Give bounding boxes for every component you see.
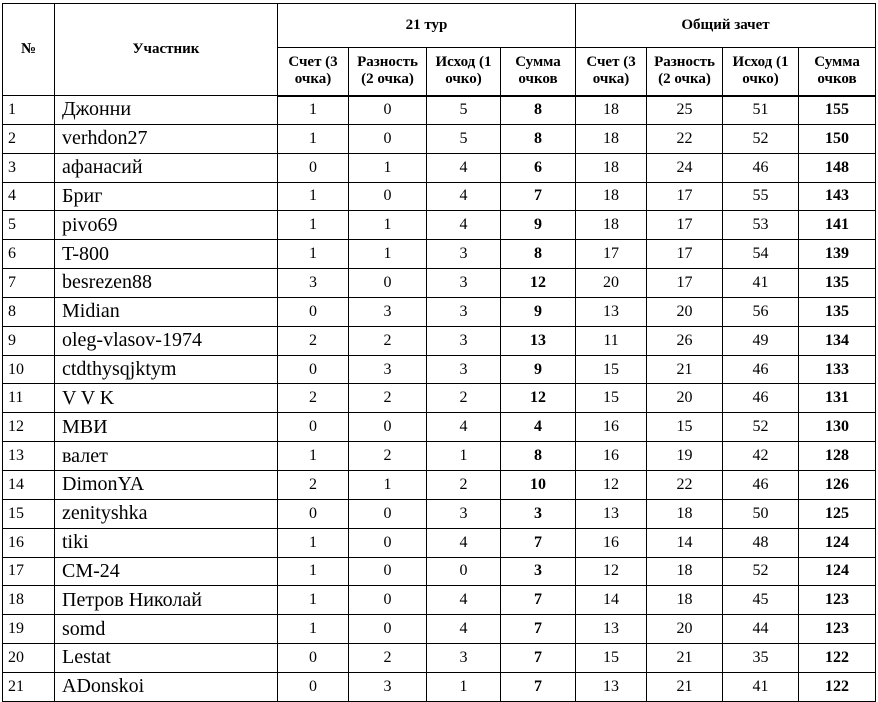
row-number: 9 [3,326,55,355]
table-row [3,355,876,384]
row-number: 12 [3,413,55,442]
row-number: 13 [3,442,55,471]
header-round: 21 тур [278,4,576,48]
round-sum: 8 [501,96,576,125]
overall-difference: 17 [647,269,723,298]
round-difference: 0 [349,557,427,586]
round-outcome: 3 [427,297,501,326]
row-number: 6 [3,240,55,269]
round-difference: 0 [349,96,427,125]
table-row [3,470,876,499]
round-score: 1 [278,240,349,269]
overall-difference: 22 [647,470,723,499]
round-outcome: 5 [427,124,501,153]
round-outcome: 4 [427,211,501,240]
overall-sum: 125 [799,499,876,528]
table-row [3,211,876,240]
row-number: 15 [3,499,55,528]
round-difference: 2 [349,644,427,673]
overall-difference: 20 [647,297,723,326]
overall-score: 18 [576,124,647,153]
overall-outcome: 46 [723,470,799,499]
round-sum: 8 [501,240,576,269]
overall-score: 18 [576,211,647,240]
overall-sum: 124 [799,557,876,586]
overall-sum: 155 [799,96,876,125]
round-outcome: 0 [427,557,501,586]
round-difference: 0 [349,269,427,298]
overall-score: 18 [576,153,647,182]
overall-outcome: 52 [723,413,799,442]
overall-score: 13 [576,297,647,326]
overall-score: 18 [576,182,647,211]
round-difference: 3 [349,297,427,326]
header-number: № [3,4,55,96]
overall-difference: 22 [647,124,723,153]
round-outcome: 4 [427,586,501,615]
round-sum: 9 [501,355,576,384]
round-sum: 3 [501,557,576,586]
overall-score: 16 [576,442,647,471]
row-number: 21 [3,672,55,701]
overall-outcome: 42 [723,442,799,471]
round-sum: 7 [501,528,576,557]
overall-score: 11 [576,326,647,355]
round-difference: 1 [349,211,427,240]
overall-sum: 150 [799,124,876,153]
overall-difference: 21 [647,672,723,701]
overall-sum: 134 [799,326,876,355]
round-outcome: 1 [427,672,501,701]
round-difference: 3 [349,672,427,701]
overall-score: 12 [576,557,647,586]
round-score: 2 [278,326,349,355]
overall-sum: 123 [799,615,876,644]
participant-name: somd [55,615,278,644]
round-score: 1 [278,528,349,557]
row-number: 18 [3,586,55,615]
overall-score: 12 [576,470,647,499]
round-difference: 0 [349,615,427,644]
round-score: 0 [278,413,349,442]
overall-score: 13 [576,672,647,701]
header-round-difference: Разность (2 очка) [349,48,427,96]
standings-table [2,3,876,702]
participant-name: Бриг [55,182,278,211]
round-sum: 12 [501,384,576,413]
row-number: 11 [3,384,55,413]
overall-outcome: 56 [723,297,799,326]
participant-name: zenityshka [55,499,278,528]
participant-name: Lestat [55,644,278,673]
round-score: 2 [278,384,349,413]
round-difference: 2 [349,384,427,413]
overall-difference: 18 [647,499,723,528]
round-outcome: 3 [427,355,501,384]
round-score: 1 [278,124,349,153]
round-outcome: 1 [427,442,501,471]
overall-difference: 19 [647,442,723,471]
overall-sum: 122 [799,672,876,701]
round-difference: 0 [349,413,427,442]
table-row [3,528,876,557]
overall-score: 13 [576,499,647,528]
overall-sum: 139 [799,240,876,269]
round-outcome: 3 [427,269,501,298]
round-score: 1 [278,211,349,240]
table-row [3,557,876,586]
table-row [3,326,876,355]
table-row [3,182,876,211]
overall-outcome: 46 [723,153,799,182]
overall-difference: 25 [647,96,723,125]
row-number: 20 [3,644,55,673]
overall-difference: 14 [647,528,723,557]
overall-sum: 123 [799,586,876,615]
overall-outcome: 53 [723,211,799,240]
participant-name: oleg-vlasov-1974 [55,326,278,355]
round-outcome: 5 [427,96,501,125]
round-difference: 0 [349,586,427,615]
overall-sum: 124 [799,528,876,557]
round-difference: 0 [349,528,427,557]
overall-outcome: 52 [723,557,799,586]
participant-name: ctdthysqjktym [55,355,278,384]
participant-name: ADonskoi [55,672,278,701]
row-number: 14 [3,470,55,499]
overall-score: 15 [576,384,647,413]
table-row [3,96,876,125]
header-overall: Общий зачет [576,4,876,48]
row-number: 5 [3,211,55,240]
round-sum: 10 [501,470,576,499]
table-row [3,413,876,442]
round-difference: 0 [349,499,427,528]
table-row [3,124,876,153]
round-score: 1 [278,442,349,471]
round-sum: 4 [501,413,576,442]
round-sum: 9 [501,211,576,240]
round-outcome: 4 [427,413,501,442]
table-row [3,153,876,182]
round-score: 1 [278,586,349,615]
overall-score: 18 [576,96,647,125]
overall-sum: 143 [799,182,876,211]
round-score: 0 [278,499,349,528]
overall-score: 14 [576,586,647,615]
table-row [3,586,876,615]
round-sum: 9 [501,297,576,326]
table-row [3,644,876,673]
participant-name: tiki [55,528,278,557]
header-round-outcome: Исход (1 очко) [427,48,501,96]
round-outcome: 4 [427,153,501,182]
overall-sum: 130 [799,413,876,442]
overall-sum: 133 [799,355,876,384]
overall-score: 15 [576,355,647,384]
round-outcome: 3 [427,644,501,673]
table-row [3,297,876,326]
round-outcome: 4 [427,615,501,644]
overall-score: 16 [576,413,647,442]
participant-name: СМ-24 [55,557,278,586]
round-sum: 7 [501,586,576,615]
overall-outcome: 54 [723,240,799,269]
row-number: 8 [3,297,55,326]
overall-difference: 20 [647,615,723,644]
round-difference: 3 [349,355,427,384]
row-number: 19 [3,615,55,644]
overall-sum: 126 [799,470,876,499]
round-sum: 7 [501,182,576,211]
overall-difference: 17 [647,240,723,269]
overall-difference: 18 [647,557,723,586]
overall-sum: 131 [799,384,876,413]
overall-sum: 135 [799,297,876,326]
participant-name: T-800 [55,240,278,269]
round-score: 0 [278,644,349,673]
overall-outcome: 51 [723,96,799,125]
round-score: 1 [278,96,349,125]
round-score: 0 [278,297,349,326]
table-row [3,442,876,471]
participant-name: валет [55,442,278,471]
round-score: 0 [278,672,349,701]
row-number: 10 [3,355,55,384]
round-score: 0 [278,153,349,182]
overall-difference: 17 [647,211,723,240]
overall-outcome: 46 [723,355,799,384]
round-outcome: 2 [427,470,501,499]
table-row [3,240,876,269]
round-sum: 7 [501,615,576,644]
round-sum: 8 [501,442,576,471]
table-row [3,384,876,413]
overall-difference: 21 [647,355,723,384]
round-difference: 0 [349,124,427,153]
overall-difference: 24 [647,153,723,182]
row-number: 16 [3,528,55,557]
row-number: 3 [3,153,55,182]
participant-name: Midian [55,297,278,326]
overall-outcome: 41 [723,672,799,701]
round-difference: 1 [349,240,427,269]
overall-outcome: 35 [723,644,799,673]
table-row [3,499,876,528]
header-overall-score: Счет (3 очка) [576,48,647,96]
round-sum: 7 [501,644,576,673]
round-score: 2 [278,470,349,499]
overall-outcome: 50 [723,499,799,528]
round-outcome: 3 [427,326,501,355]
row-number: 1 [3,96,55,125]
overall-outcome: 44 [723,615,799,644]
round-outcome: 3 [427,240,501,269]
header-overall-sum: Сумма очков [799,48,876,96]
row-number: 7 [3,269,55,298]
round-difference: 0 [349,182,427,211]
round-score: 3 [278,269,349,298]
overall-score: 17 [576,240,647,269]
header-round-score: Счет (3 очка) [278,48,349,96]
overall-difference: 20 [647,384,723,413]
round-sum: 12 [501,269,576,298]
overall-outcome: 49 [723,326,799,355]
row-number: 17 [3,557,55,586]
table-body [3,96,876,702]
round-score: 1 [278,182,349,211]
row-number: 4 [3,182,55,211]
round-score: 1 [278,557,349,586]
round-score: 1 [278,615,349,644]
overall-score: 15 [576,644,647,673]
overall-outcome: 55 [723,182,799,211]
table-row [3,672,876,701]
overall-sum: 128 [799,442,876,471]
overall-difference: 26 [647,326,723,355]
round-sum: 6 [501,153,576,182]
round-difference: 1 [349,153,427,182]
overall-score: 20 [576,269,647,298]
round-outcome: 3 [427,499,501,528]
overall-score: 16 [576,528,647,557]
participant-name: МВИ [55,413,278,442]
round-sum: 13 [501,326,576,355]
overall-sum: 148 [799,153,876,182]
participant-name: pivo69 [55,211,278,240]
header-participant: Участник [55,4,278,96]
overall-sum: 122 [799,644,876,673]
round-outcome: 2 [427,384,501,413]
table-row [3,615,876,644]
header-overall-difference: Разность (2 очка) [647,48,723,96]
header-overall-outcome: Исход (1 очко) [723,48,799,96]
participant-name: афанасий [55,153,278,182]
overall-difference: 15 [647,413,723,442]
overall-sum: 141 [799,211,876,240]
overall-difference: 17 [647,182,723,211]
round-outcome: 4 [427,528,501,557]
participant-name: Джонни [55,96,278,125]
participant-name: DimonYA [55,470,278,499]
row-number: 2 [3,124,55,153]
round-difference: 1 [349,470,427,499]
round-difference: 2 [349,442,427,471]
participant-name: Петров Николай [55,586,278,615]
participant-name: verhdon27 [55,124,278,153]
round-difference: 2 [349,326,427,355]
overall-score: 13 [576,615,647,644]
round-sum: 7 [501,672,576,701]
overall-outcome: 48 [723,528,799,557]
round-sum: 3 [501,499,576,528]
overall-sum: 135 [799,269,876,298]
round-outcome: 4 [427,182,501,211]
overall-difference: 21 [647,644,723,673]
overall-outcome: 46 [723,384,799,413]
overall-outcome: 45 [723,586,799,615]
header-round-sum: Сумма очков [501,48,576,96]
overall-outcome: 41 [723,269,799,298]
round-score: 0 [278,355,349,384]
participant-name: V V K [55,384,278,413]
table-row [3,269,876,298]
round-sum: 8 [501,124,576,153]
overall-difference: 18 [647,586,723,615]
participant-name: besrezen88 [55,269,278,298]
overall-outcome: 52 [723,124,799,153]
